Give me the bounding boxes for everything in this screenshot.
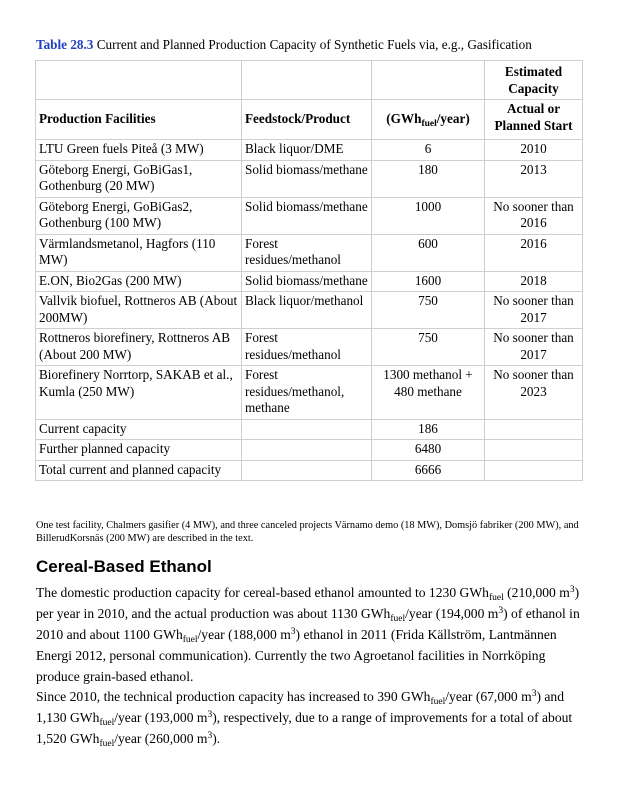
total-value: 6666 bbox=[372, 460, 485, 481]
total-row bbox=[36, 460, 583, 481]
facility-cell: Rottneros biorefinery, Rottneros AB (About 200 MW) bbox=[36, 329, 242, 366]
total-row bbox=[36, 440, 583, 461]
table-row bbox=[36, 292, 583, 329]
feedstock-cell: Forest residues/methanol, methane bbox=[242, 366, 372, 420]
facility-cell: Vallvik biofuel, Rottneros AB (About 200MW) bbox=[36, 292, 242, 329]
header-estimated-capacity: Estimated Capacity bbox=[485, 61, 583, 100]
facility-cell: E.ON, Bio2Gas (200 MW) bbox=[36, 271, 242, 292]
feedstock-cell: Solid biomass/methane bbox=[242, 160, 372, 197]
start-cell: No sooner than 2017 bbox=[485, 292, 583, 329]
total-label: Total current and planned capacity bbox=[36, 460, 242, 481]
header-start: Actual or Planned Start bbox=[485, 100, 583, 140]
facility-cell: Göteborg Energi, GoBiGas2, Gothenburg (100 MW) bbox=[36, 197, 242, 234]
capacity-cell: 1000 bbox=[372, 197, 485, 234]
facility-cell: Göteborg Energi, GoBiGas1, Gothenburg (20 MW) bbox=[36, 160, 242, 197]
total-label: Current capacity bbox=[36, 419, 242, 440]
header-unit: (GWh$_{fuel}$/year) bbox=[372, 100, 485, 140]
capacity-cell: 180 bbox=[372, 160, 485, 197]
capacity-cell: 1600 bbox=[372, 271, 485, 292]
header-facilities: Production Facilities bbox=[36, 100, 242, 140]
total-value: 6480 bbox=[372, 440, 485, 461]
total-value: 186 bbox=[372, 419, 485, 440]
header-row-bottom bbox=[36, 100, 583, 140]
start-cell: No sooner than 2023 bbox=[485, 366, 583, 420]
capacity-cell: 6 bbox=[372, 140, 485, 161]
facility-cell: Värmlandsmetanol, Hagfors (110 MW) bbox=[36, 234, 242, 271]
table-row bbox=[36, 197, 583, 234]
feedstock-cell: Forest residues/methanol bbox=[242, 329, 372, 366]
table-title: Current and Planned Production Capacity of Synthetic Fuels via, e.g., Gasification bbox=[93, 37, 532, 52]
feedstock-cell: Black liquor/DME bbox=[242, 140, 372, 161]
total-label: Further planned capacity bbox=[36, 440, 242, 461]
capacity-cell: 750 bbox=[372, 329, 485, 366]
header-row-top bbox=[36, 61, 583, 100]
paragraph-1: The domestic production capacity for cereal-based ethanol amounted to 1230 GWh$_{fuel}$ (210,000 $m^3$) per year in 2010, and the actual production was about 1130 GWh$_{fuel}$/year (194,000 $m^3$) of ethanol in 2010 and about 1100 GWh$_{fuel}$/year (188,000 $m^3$) ethanol in 2011 (Frida Källström, Lantmännen Energi 2012, personal communication). Currently the two Agroetanol facilities in Norrköping produce grain-based ethanol. bbox=[36, 585, 580, 684]
feedstock-cell: Black liquor/methanol bbox=[242, 292, 372, 329]
start-cell: 2010 bbox=[485, 140, 583, 161]
start-cell: 2018 bbox=[485, 271, 583, 292]
feedstock-cell: Solid biomass/methane bbox=[242, 197, 372, 234]
facility-cell: LTU Green fuels Piteå (3 MW) bbox=[36, 140, 242, 161]
header-feedstock: Feedstock/Product bbox=[242, 100, 372, 140]
capacity-cell: 600 bbox=[372, 234, 485, 271]
table-caption bbox=[36, 37, 596, 53]
total-row bbox=[36, 419, 583, 440]
start-cell: 2016 bbox=[485, 234, 583, 271]
facility-cell: Biorefinery Norrtorp, SAKAB et al., Kumla (250 MW) bbox=[36, 366, 242, 420]
table-number: Table 28.3 bbox=[36, 37, 94, 52]
section-heading: Cereal-Based Ethanol bbox=[36, 557, 212, 576]
table-row bbox=[36, 160, 583, 197]
start-cell: No sooner than 2017 bbox=[485, 329, 583, 366]
start-cell: No sooner than 2016 bbox=[485, 197, 583, 234]
feedstock-cell: Solid biomass/methane bbox=[242, 271, 372, 292]
table-footnote: One test facility, Chalmers gasifier (4 MW), and three canceled projects Värnamo demo (18 MW), Domsjö fabriker (200 MW), and BillerudKorsnäs (200 MW) are described in the text. bbox=[36, 520, 579, 544]
table-row bbox=[36, 234, 583, 271]
start-cell: 2013 bbox=[485, 160, 583, 197]
table-row bbox=[36, 271, 583, 292]
feedstock-cell: Forest residues/methanol bbox=[242, 234, 372, 271]
capacity-cell: 1300 methanol + 480 methane bbox=[372, 366, 485, 420]
table-row bbox=[36, 366, 583, 420]
paragraph-2: Since 2010, the technical production capacity has increased to 390 GWh$_{fuel}$/year (67,000 $m^3$) and 1,130 GWh$_{fuel}$/year (193,000 $m^3$), respectively, due to a range of improvements for a total of about 1,520 GWh$_{fuel}$/year (260,000 $m^3$). bbox=[36, 689, 573, 749]
table-row bbox=[36, 140, 583, 161]
capacity-cell: 750 bbox=[372, 292, 485, 329]
capacity-table bbox=[35, 60, 583, 481]
table-row bbox=[36, 329, 583, 366]
